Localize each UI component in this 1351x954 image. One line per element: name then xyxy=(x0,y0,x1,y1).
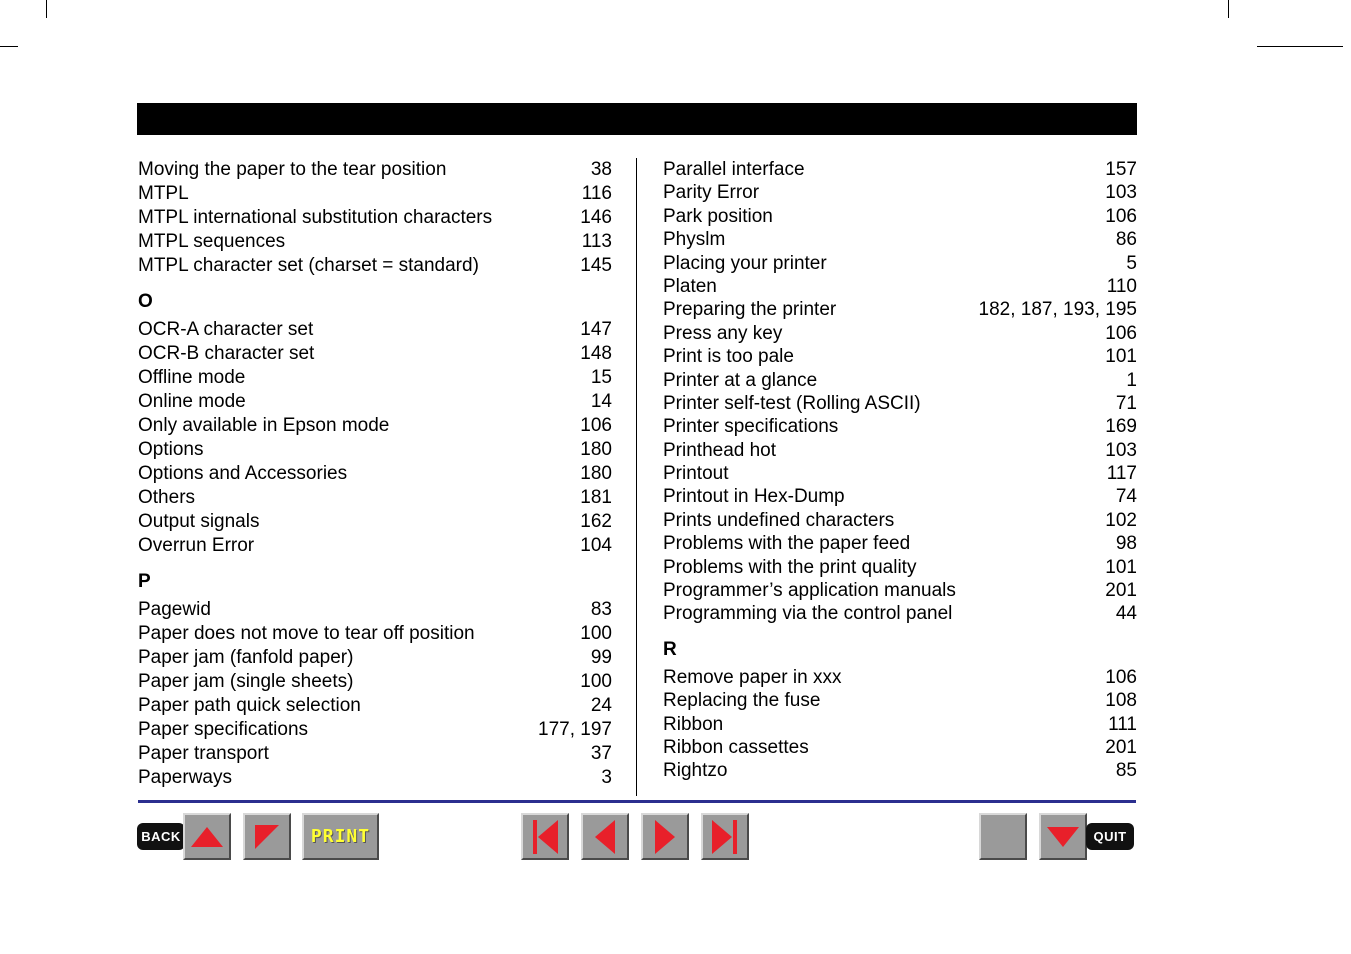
next-page-button[interactable] xyxy=(641,813,689,860)
index-column-right xyxy=(663,158,1137,783)
index-term: Printout xyxy=(663,463,729,485)
index-entry[interactable] xyxy=(663,158,1137,181)
index-entry[interactable] xyxy=(138,598,612,622)
index-entry[interactable] xyxy=(138,342,612,366)
index-term: Printer self-test (Rolling ASCII) xyxy=(663,392,921,414)
index-page-number[interactable]: 86 xyxy=(1115,229,1137,251)
index-page-number[interactable]: 180 xyxy=(580,463,612,484)
index-term: Remove paper in xxx xyxy=(663,666,842,688)
index-entry[interactable] xyxy=(663,369,1137,392)
index-term: Printer at a glance xyxy=(663,369,818,391)
index-page-number[interactable]: 113 xyxy=(581,231,612,252)
index-term: MTPL xyxy=(138,183,189,204)
index-term: Printer specifications xyxy=(663,416,839,438)
index-entry[interactable] xyxy=(663,602,1137,625)
index-letter-heading: O xyxy=(138,291,153,312)
index-entry[interactable] xyxy=(138,766,612,790)
back-button[interactable]: BACK xyxy=(137,823,185,850)
index-term: Paperways xyxy=(138,767,232,788)
index-entry[interactable] xyxy=(138,534,612,558)
header-bar xyxy=(137,103,1137,135)
index-term: Placing your printer xyxy=(663,252,827,274)
index-term: Paper jam (fanfold paper) xyxy=(138,647,354,668)
index-page-number[interactable]: 104 xyxy=(580,535,612,556)
index-term: Ribbon xyxy=(663,713,724,735)
index-page-number[interactable]: 201 xyxy=(1105,580,1137,602)
index-term: Options and Accessories xyxy=(138,463,348,484)
index-page-number[interactable]: 71 xyxy=(1115,392,1137,414)
index-term: Paper transport xyxy=(138,743,269,764)
index-entry[interactable] xyxy=(663,322,1137,345)
index-entry[interactable] xyxy=(663,439,1137,462)
index-page-number[interactable]: 157 xyxy=(1105,159,1137,180)
index-page-number[interactable]: 106 xyxy=(1105,322,1137,344)
index-term: OCR-B character set xyxy=(138,343,315,364)
index-term: Online mode xyxy=(138,391,246,412)
index-entry[interactable] xyxy=(663,736,1137,759)
index-page-number[interactable]: 101 xyxy=(1105,556,1137,578)
prev-page-button[interactable] xyxy=(581,813,629,860)
print-label: PRINT xyxy=(310,826,371,847)
index-page-number[interactable]: 98 xyxy=(1115,533,1137,555)
index-entry[interactable] xyxy=(138,206,612,230)
index-page-number[interactable]: 103 xyxy=(1105,182,1137,204)
index-entry[interactable] xyxy=(663,298,1137,321)
index-page-number[interactable]: 145 xyxy=(580,255,612,276)
blank-button[interactable] xyxy=(979,813,1027,860)
index-term: Parallel interface xyxy=(663,159,805,180)
index-entry[interactable] xyxy=(138,390,612,414)
index-page-number[interactable]: 117 xyxy=(1106,463,1137,485)
index-entry[interactable] xyxy=(663,713,1137,736)
index-term: Replacing the fuse xyxy=(663,690,821,712)
index-term: Programmer’s application manuals xyxy=(663,580,956,602)
index-entry[interactable] xyxy=(138,694,612,718)
corner-button[interactable] xyxy=(243,813,291,860)
index-entry[interactable] xyxy=(138,510,612,534)
index-column-left xyxy=(138,158,612,790)
index-entry[interactable] xyxy=(138,486,612,510)
index-term: Ribbon cassettes xyxy=(663,736,809,758)
index-page-number[interactable]: 14 xyxy=(590,391,612,412)
index-entry[interactable] xyxy=(663,666,1137,689)
index-page-number[interactable]: 148 xyxy=(580,343,612,364)
index-page-number[interactable]: 180 xyxy=(580,439,612,460)
index-entry[interactable] xyxy=(663,181,1137,204)
index-page-number[interactable]: 103 xyxy=(1105,439,1137,461)
index-term: MTPL international substitution characters xyxy=(138,207,493,228)
print-button[interactable] xyxy=(302,813,379,860)
index-term: Parity Error xyxy=(663,182,760,204)
index-term: Platen xyxy=(663,275,717,297)
triangle-corner-icon xyxy=(253,823,281,851)
index-term: Output signals xyxy=(138,511,260,532)
index-term: OCR-A character set xyxy=(138,319,314,340)
index-term: Others xyxy=(138,487,196,508)
index-entry[interactable] xyxy=(138,622,612,646)
index-page-number[interactable]: 3 xyxy=(601,767,612,788)
index-entry[interactable] xyxy=(663,345,1137,368)
index-page-number[interactable]: 15 xyxy=(590,367,612,388)
index-term: MTPL character set (charset = standard) xyxy=(138,255,479,276)
triangle-down-icon xyxy=(1045,825,1081,849)
index-page-number[interactable]: 102 xyxy=(1105,509,1137,531)
index-entry[interactable] xyxy=(138,318,612,342)
index-page-number[interactable]: 201 xyxy=(1105,736,1137,758)
index-entry[interactable] xyxy=(663,509,1137,532)
index-entry[interactable] xyxy=(663,252,1137,275)
index-page-number[interactable]: 106 xyxy=(580,415,612,436)
index-entry[interactable] xyxy=(138,646,612,670)
crop-mark xyxy=(46,0,47,18)
index-term: Moving the paper to the tear position xyxy=(138,159,447,180)
index-entry[interactable] xyxy=(138,438,612,462)
index-entry[interactable] xyxy=(663,689,1137,712)
column-divider xyxy=(636,158,637,796)
index-page-number[interactable]: 177, 197 xyxy=(538,719,612,740)
crop-mark xyxy=(1257,46,1343,47)
index-term: Paper specifications xyxy=(138,719,309,740)
index-entry[interactable] xyxy=(663,759,1137,782)
page-down-button[interactable] xyxy=(1039,813,1087,860)
index-page-number[interactable]: 116 xyxy=(581,183,612,204)
index-term: Printout in Hex-Dump xyxy=(663,486,845,508)
index-entry[interactable] xyxy=(138,742,612,766)
index-term: Rightzo xyxy=(663,760,728,782)
index-page-number[interactable]: 106 xyxy=(1105,205,1137,227)
triangle-up-icon xyxy=(189,825,225,849)
index-page-number[interactable]: 106 xyxy=(1105,666,1137,688)
footer-rule xyxy=(138,800,1136,803)
index-page-number[interactable]: 146 xyxy=(580,207,612,228)
index-entry[interactable] xyxy=(138,462,612,486)
first-page-icon xyxy=(530,818,560,856)
index-term: Programming via the control panel xyxy=(663,603,953,625)
index-term: MTPL sequences xyxy=(138,231,286,252)
index-page-number[interactable]: 83 xyxy=(590,599,612,620)
index-entry[interactable] xyxy=(663,579,1137,602)
last-page-icon xyxy=(710,818,740,856)
index-term: Preparing the printer xyxy=(663,299,837,321)
index-entry[interactable] xyxy=(138,230,612,254)
index-entry[interactable] xyxy=(663,532,1137,555)
index-page-number[interactable]: 111 xyxy=(1108,713,1137,735)
index-term: Problems with the print quality xyxy=(663,556,917,578)
index-entry[interactable] xyxy=(663,228,1137,251)
index-term: Problems with the paper feed xyxy=(663,533,911,555)
index-entry[interactable] xyxy=(663,205,1137,228)
index-term: Park position xyxy=(663,205,773,227)
index-entry[interactable] xyxy=(663,392,1137,415)
first-page-button[interactable] xyxy=(521,813,569,860)
index-page-number[interactable]: 169 xyxy=(1105,416,1137,438)
index-entry[interactable] xyxy=(663,485,1137,508)
index-page-number[interactable]: 182, 187, 193, 195 xyxy=(978,299,1137,321)
crop-mark xyxy=(1228,0,1229,18)
index-page-number[interactable]: 38 xyxy=(590,159,612,180)
index-entry[interactable] xyxy=(138,158,612,182)
index-letter-heading: P xyxy=(138,571,151,592)
index-term: Prints undefined characters xyxy=(663,509,895,531)
index-term: Physlm xyxy=(663,229,726,251)
index-term: Paper path quick selection xyxy=(138,695,361,716)
index-entry[interactable] xyxy=(663,415,1137,438)
index-term: Pagewid xyxy=(138,599,211,620)
quit-button[interactable]: QUIT xyxy=(1086,823,1134,850)
index-entry[interactable] xyxy=(663,275,1137,298)
prev-page-icon xyxy=(591,818,619,856)
index-page-number[interactable]: 24 xyxy=(590,695,612,716)
index-term: Paper does not move to tear off position xyxy=(138,623,475,644)
index-entry[interactable] xyxy=(138,718,612,742)
index-entry[interactable] xyxy=(663,556,1137,579)
index-page-number[interactable]: 85 xyxy=(1115,760,1137,782)
index-entry[interactable] xyxy=(138,366,612,390)
index-page-number[interactable]: 99 xyxy=(590,647,612,668)
index-term: Print is too pale xyxy=(663,346,794,368)
index-entry[interactable] xyxy=(663,462,1137,485)
index-entry[interactable] xyxy=(138,670,612,694)
index-page-number[interactable]: 1 xyxy=(1126,369,1137,391)
index-entry[interactable] xyxy=(138,414,612,438)
crop-mark xyxy=(0,46,18,47)
index-page-number[interactable]: 100 xyxy=(580,623,612,644)
index-entry[interactable] xyxy=(138,254,612,278)
index-term: Paper jam (single sheets) xyxy=(138,671,354,692)
page-up-button[interactable] xyxy=(183,813,231,860)
index-page-number[interactable]: 110 xyxy=(1106,275,1137,297)
next-page-icon xyxy=(651,818,679,856)
index-entry[interactable] xyxy=(138,182,612,206)
index-page-number[interactable]: 5 xyxy=(1126,252,1137,274)
index-term: Options xyxy=(138,439,204,460)
index-page-number[interactable]: 74 xyxy=(1115,486,1137,508)
index-term: Overrun Error xyxy=(138,535,255,556)
last-page-button[interactable] xyxy=(701,813,749,860)
index-page-number[interactable]: 101 xyxy=(1105,346,1137,368)
index-letter-heading: R xyxy=(663,638,677,660)
index-term: Printhead hot xyxy=(663,439,777,461)
index-page-number[interactable]: 181 xyxy=(580,487,612,508)
index-page-number[interactable]: 162 xyxy=(580,511,612,532)
index-term: Only available in Epson mode xyxy=(138,415,390,436)
index-page-number[interactable]: 37 xyxy=(590,743,612,764)
index-page-number[interactable]: 108 xyxy=(1105,690,1137,712)
index-page-number[interactable]: 44 xyxy=(1115,603,1137,625)
index-term: Offline mode xyxy=(138,367,246,388)
index-page-number[interactable]: 147 xyxy=(580,319,612,340)
index-page-number[interactable]: 100 xyxy=(580,671,612,692)
index-term: Press any key xyxy=(663,322,783,344)
